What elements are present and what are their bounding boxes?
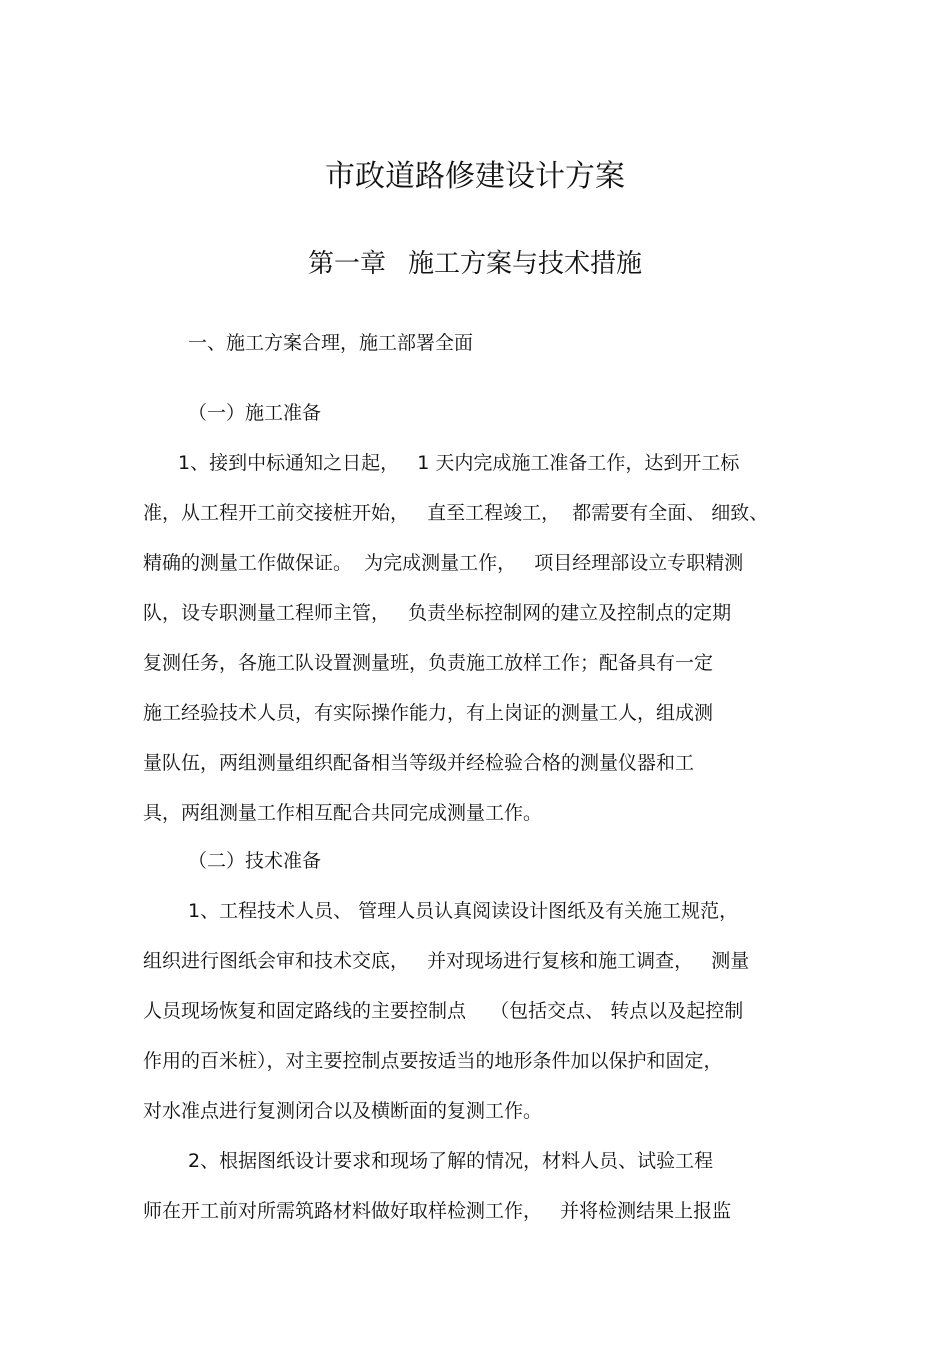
chapter-title — [0, 244, 950, 284]
section-heading: 一、施工方案合理，施工部署全面 — [188, 332, 474, 354]
subsection-heading-prep: （一）施工准备 — [188, 402, 322, 424]
paragraph-line: 对水准点进行复测闭合以及横断面的复测工作。 — [143, 1100, 543, 1122]
subsection-heading-tech: （二）技术准备 — [188, 850, 322, 872]
paragraph-line: 复测任务，各施工队设置测量班，负责施工放样工作；配备具有一定 — [143, 652, 714, 674]
chapter-number: 第一章 — [307, 249, 386, 279]
paragraph-line: 施工经验技术人员，有实际操作能力，有上岗证的测量工人，组成测 — [143, 702, 714, 724]
paragraph-line: 2、根据图纸设计要求和现场了解的情况，材料人员、试验工程 — [188, 1150, 714, 1172]
paragraph-line: 作用的百米桩），对主要控制点要按适当的地形条件加以保护和固定， — [143, 1050, 723, 1072]
paragraph-line: 1、接到中标通知之日起， 1 天内完成施工准备工作，达到开工标 — [178, 452, 740, 474]
paragraph-line: 具，两组测量工作相互配合共同完成测量工作。 — [143, 802, 543, 824]
paragraph-line: 人员现场恢复和固定路线的主要控制点 （包括交点、 转点以及起控制 — [143, 1000, 744, 1022]
paragraph-line: 准，从工程开工前交接桩开始， 直至工程竣工， 都需要有全面、 细致、 — [143, 502, 769, 524]
paragraph-line: 1、工程技术人员、 管理人员认真阅读设计图纸及有关施工规范， — [188, 900, 739, 922]
paragraph-line: 量队伍，两组测量组织配备相当等级并经检验合格的测量仪器和工 — [143, 752, 695, 774]
document-title: 市政道路修建设计方案 — [325, 159, 625, 194]
paragraph-line: 精确的测量工作做保证。 为完成测量工作， 项目经理部设立专职精测 — [143, 552, 744, 574]
paragraph-line: 组织进行图纸会审和技术交底， 并对现场进行复核和施工调查， 测量 — [143, 950, 750, 972]
chapter-name: 施工方案与技术措施 — [408, 249, 643, 279]
paragraph-line: 队，设专职测量工程师主管， 负责坐标控制网的建立及控制点的定期 — [143, 602, 732, 624]
paragraph-line: 师在开工前对所需筑路材料做好取样检测工作， 并将检测结果上报监 — [143, 1200, 732, 1222]
